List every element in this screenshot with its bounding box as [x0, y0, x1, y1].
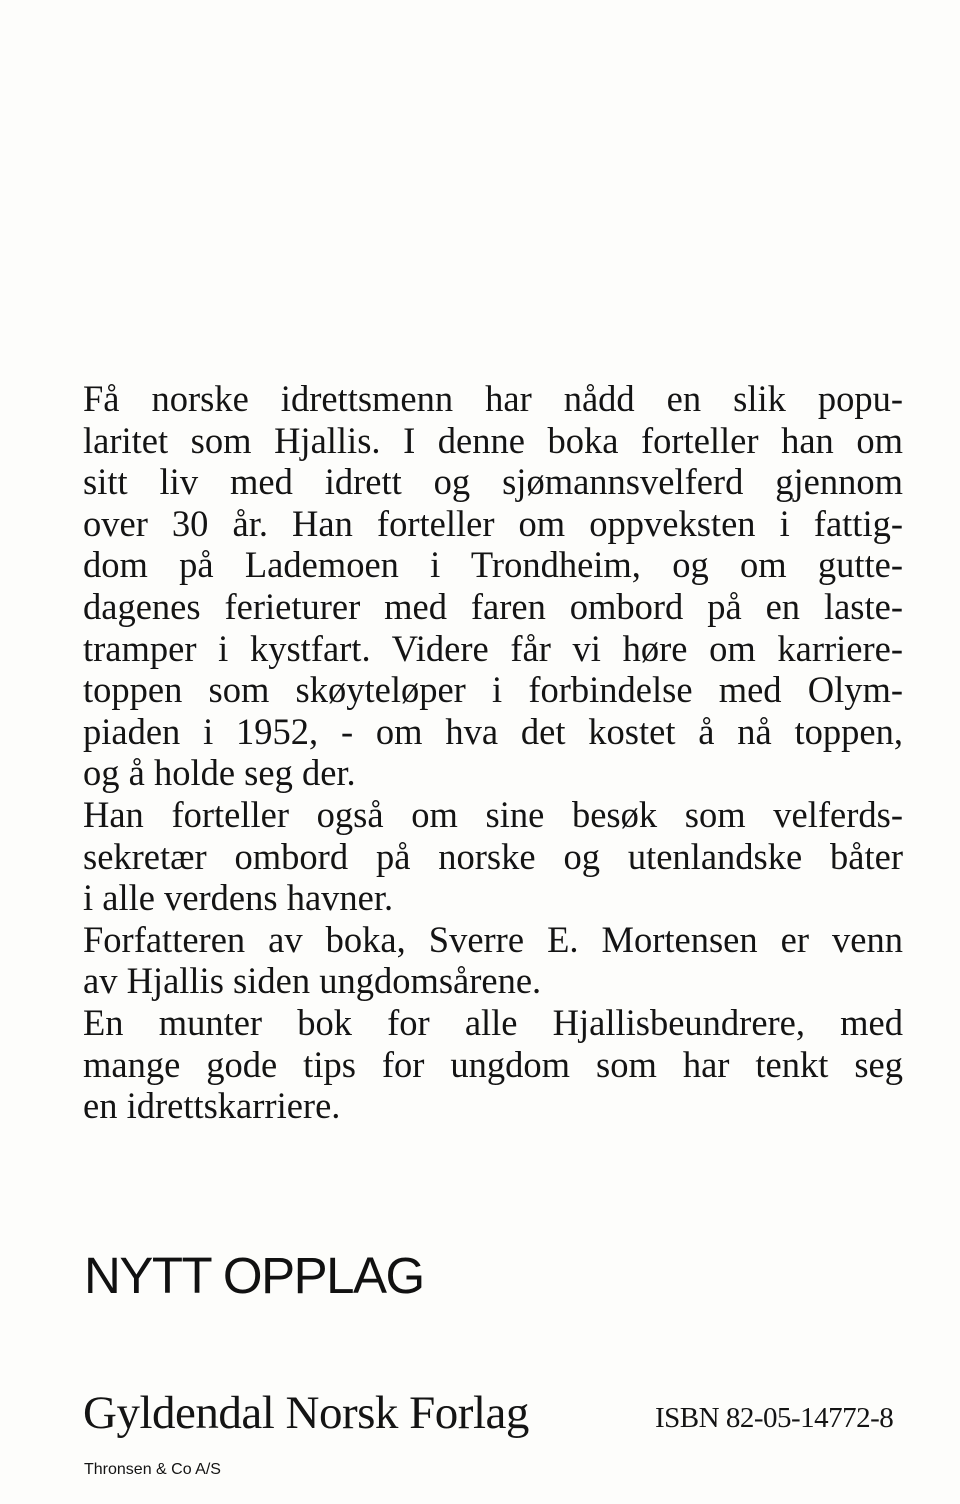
blurb-line: piaden i 1952, - om hva det kostet å nå toppen,	[83, 710, 903, 752]
blurb-line: En munter bok for alle Hjallisbeundrere, med	[83, 1001, 903, 1043]
blurb-line: mange gode tips for ungdom som har tenkt seg	[83, 1043, 903, 1085]
blurb-line: i alle verdens havner.	[83, 877, 394, 919]
blurb-line: toppen som skøyteløper i forbindelse med Olym-	[83, 669, 903, 711]
blurb-line: Få norske idrettsmenn har nådd en slik popu-	[83, 378, 903, 419]
printer-name: Thronsen & Co A/S	[84, 1461, 221, 1478]
blurb-line: og å holde seg der.	[83, 752, 356, 794]
blurb-line: Forfatteren av boka, Sverre E. Mortensen er venn	[83, 918, 903, 960]
blurb-line: sekretær ombord på norske og utenlandske båter	[83, 835, 903, 877]
blurb-line: over 30 år. Han forteller om oppveksten i fattig-	[83, 502, 903, 544]
edition-note: NYTT OPPLAG	[84, 1247, 424, 1304]
blurb-line: av Hjallis siden ungdomsårene.	[83, 960, 542, 1002]
back-cover-blurb	[83, 378, 903, 1127]
publisher-name: Gyldendal Norsk Forlag	[83, 1387, 529, 1439]
isbn: ISBN 82-05-14772-8	[655, 1402, 894, 1434]
blurb-line: sitt liv med idrett og sjømannsvelferd gjennom	[83, 461, 903, 503]
blurb-line: laritet som Hjallis. I denne boka forteller han om	[83, 419, 903, 461]
blurb-line: dagenes ferieturer med faren ombord på en laste-	[83, 585, 903, 627]
blurb-line: tramper i kystfart. Videre får vi høre om karriere-	[83, 627, 903, 669]
blurb-line: dom på Lademoen i Trondheim, og om gutte-	[83, 544, 903, 586]
blurb-line: en idrettskarriere.	[83, 1085, 341, 1127]
blurb-line: Han forteller også om sine besøk som velferds-	[83, 793, 903, 835]
